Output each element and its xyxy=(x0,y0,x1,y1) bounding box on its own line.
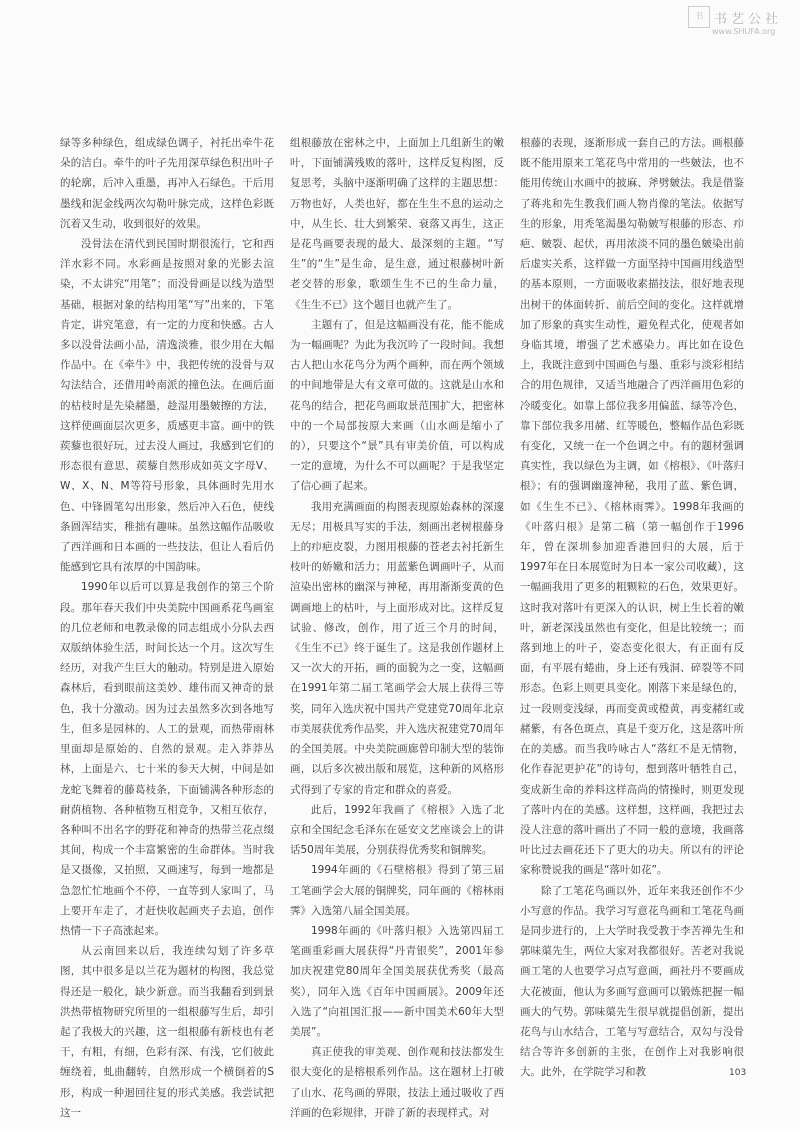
paragraph: 组根藤放在密林之中，上面加上几组新生的嫩叶，下面铺满残败的落叶，这样反复构图，反复思考，头脑中逐渐明确了这样的主题思想：万物也好，人类也好，都在生生不息的运动之中，从生长、壮大到繁荣、衰落又再生，这正是花鸟画要表现的最大、最深刻的主题。“写生”的“生”是生命，是生意，通过根藤树叶新老交替的形象，歌颂生生不已的生命力量，《生生不已》这个题目也就产生了。 xyxy=(290,137,504,311)
watermark-url: www.SHUFA.org xyxy=(712,27,776,36)
watermark-logo xyxy=(688,4,798,44)
paragraph: 1998年画的《叶落归根》入选第四届工笔画重彩画大展获得“丹青银奖”，2001年参加庆祝建党80周年全国美展获优秀奖（最高奖），同年入选《百年中国画展》。2009年还入选了“向祖国汇报——新中国美术60年大型美展”。 xyxy=(290,924,504,1038)
paragraph: 1990年以后可以算是我创作的第三个阶段。那年春天我们中央美院中国画系花鸟画室的几位老师和电教录像的同志组成小分队去西双版纳体验生活，时间长达一个月。这次写生经历，对我产生巨大的触动。特别是进入原始森林后，看到眼前这美妙、雄伟而又神奇的景色，我十分激动。因为过去虽然多次到各地写生，但多是园林的、人工的景观，而热带雨林里面却是原始的、自然的景观。走入莽莽丛林，上面是六、七十米的参天大树，中间是如龙蛇飞舞着的藤葛枝条，下面铺满各种形态的耐荫植物、各种植物互相竞争，又相互依存，各种叫不出名字的野花和神奇的热带兰花点缀其间，构成一个丰富繁密的生命群体。当时我是又摄像，又拍照，又画速写，每到一地都是急忽忙忙地画个不停，一直等到人家叫了，马上要开车走了，才赶快收起画夹子去追，创作热情一下子高涨起来。 xyxy=(60,581,274,937)
paragraph: 从云南回来以后，我连续勾划了许多草图，其中很多是以兰花为题材的构图，我总觉得还是一般化，缺少新意。而当我翻看到到景洪热带植物研究所里的一组根藤写生后，却引起了我极大的兴趣，这一组根藤有新枝也有老干，有粗，有细，色彩有深、有浅，它们彼此缠绕着，虬曲翻转，自然形成一个横倒着的S形，构成一种迴回往复的形式美感。我尝试把这一 xyxy=(60,945,274,1119)
paragraph: 主题有了，但是这幅画没有花，能不能成为一幅画呢？为此为我沉吟了一段时间。我想古人把山水花鸟分为两个画种，而在两个领域的中间地带是大有文章可做的。这就是山水和花鸟的结合，把花鸟画取景范围扩大，把密林中的一个局部按原大来画（山水画是缩小了的），只要这个“景”具有审美价值，可以构成一定的意境，为什么不可以画呢？于是我坚定了信心画了起来。 xyxy=(290,318,504,493)
text-column-middle xyxy=(290,133,504,1123)
text-column-right xyxy=(520,133,747,1083)
paragraph: 根藤的表现，逐渐形成一套自己的方法。画根藤既不能用原来工笔花鸟中常用的一些皴法，也不能用传统山水画中的披麻、斧劈皴法。我是借鉴了蒋兆和先生教我们画人物肖像的笔法。依据写生的形象，用秃笔渴墨勾勒皴写根藤的形态、疖疤、皴裂、起伏，再用浓淡不同的墨色皴染出前后虚实关系，这样做一方面坚持中国画用线造型的基本原则，一方面吸收素描技法，很好地表现出树干的体面转折、前后空间的变化。这样就增加了形象的真实生动性，避免程式化，使观者如身临其境，增强了艺术感染力。再比如在设色上，我既注意到中国画色与墨、重彩与淡彩相结合的用色规律，又适当地融合了西洋画用色彩的冷暖变化。如靠上部位我多用偏蓝、绿等冷色，靠下部位我多用赭、红等暖色，整幅作品色彩既有变化，又统一在一个色调之中。有的题材强调真实性，我以绿色为主调，如《榕根》、《叶落归根》；有的强调幽邃神秘，我用了蓝、紫色调，如《生生不已》、《榕林雨霁》。1998年我画的《叶落归根》是第二稿（第一幅创作于1996年，曾在深圳参加迎香港回归的大展，后于1997年在日本展览时为日本一家公司收藏），这一幅画我用了更多的粗颗粒的石色，效果更好。这时我对落叶有更深入的认识，树上生长着的嫩叶，新老深浅虽然也有变化，但是比较统一；而落到地上的叶子，姿态变化很大，有正面有反面，有平展有蜷曲，身上还有残洞、碎裂等不同形态。色彩上则更具变化。刚落下来是绿色的，过一段则变浅绿，再而变黄或橙黄，再变赭红或赭紫，有各色斑点，真是千变万化，这是落叶所在的美感。而当我吟咏古人“落红不是无情物，化作春泥更护花”的诗句，想到落叶牺牲自己，变成新生命的养料这样高尚的情操时，则更发现了落叶内在的美感。这样想，这样画，我把过去没人注意的落叶画出了不同一般的意境，我画落叶比过去画花还下了更大的功夫。所以有的评论家称赞说我的画是“落叶如花”。 xyxy=(520,137,744,877)
paragraph: 除了工笔花鸟画以外，近年来我还创作不少小写意的作品。我学习写意花鸟画和工笔花鸟画是同步进行的，上大学时我受教于李苦禅先生和郭味蕖先生，两位大家对我都很好。苦老对我说画工笔的人也要学习点写意画，画社丹不要画成大花被面，他认为多画写意画可以锻炼把握一幅画大的气势。郭味蕖先生很早就提倡创新，提出花鸟与山水结合，工笔与写意结合，双勾与没骨结合等许多创新的主张，在创作上对我影响很大。此外，在学院学习和教 xyxy=(520,884,744,1079)
page-number: 103 xyxy=(729,1068,747,1078)
paragraph: 此后，1992年我画了《榕根》入选了北京和全国纪念毛泽东在延安文艺座谈会上的讲话50周年美展，分别获得优秀奖和铜牌奖。 xyxy=(290,803,504,857)
paragraph: 我用充满画面的构图表现原始森林的深邃无尽；用极具写实的手法，刻画出老树根藤身上的疖疤皮裂，力图用根藤的苍老去衬托新生枝叶的娇嫩和活力；用蓝紫色调画叶子，从而渲染出密林的幽深与神秘，再用渐渐变黄的色调画地上的枯叶，与上面形成对比。这样反复试验、修改，创作，用了近三个月的时间，《生生不已》终于诞生了。这是我创作题材上又一次大的开拓，画的面貌为之一变，这幅画在1991年第二届工笔画学会大展上获得三等奖，同年入选庆祝中国共产党建党70周年北京市美展获优秀作品奖，并入选庆祝建党70周年的全国美展。中央美院画廊曾印制大型的装饰画，以后多次被出版和展览，这种新的风格形式得到了专家的肯定和群众的喜爱。 xyxy=(290,500,504,796)
paragraph: 真正使我的审美观、创作观和技法都发生很大变化的是榕根系列作品。这在题材上打破了山水、花鸟画的界限，技法上通过吸收了西洋画的色彩规律，开辟了新的表现样式。对 xyxy=(290,1046,504,1119)
text-column-left xyxy=(60,133,274,1123)
watermark-title: 书艺公社 xyxy=(714,12,783,27)
paragraph: 没骨法在清代到民国时期很流行，它和西洋水彩不同。水彩画是按照对象的光影去渲染，不太讲究“用笔”；而没骨画是以线为造型基础，根据对象的结构用笔“写”出来的，下笔肯定，讲究笔意，有一定的力度和快感。古人多以没骨法画小品，清逸淡雅，很少用在大幅作品中。在《牵牛》中，我把传统的没骨与双勾法结合，还借用岭南派的撞色法。在画后面的枯枝时是先染赭墨，趁湿用墨皴擦的方法，这样使画面层次更多，质感更丰富。画中的铁蒺藜也很好玩，过去没人画过，我感到它们的形态很有意思，蒺藜自然形成如英文字母V、W、X、N、M等符号形象，具体画时先用水色、中锋圆笔勾出形象，然后冲入石色，使线条圆浑结实，稚拙有趣味。虽然这幅作品吸收了西洋画和日本画的一些技法，但让人看后仍能感到它具有浓厚的中国韵味。 xyxy=(60,238,274,574)
paragraph: 1994年画的《石壁榕根》得到了第三届工笔画学会大展的铜牌奖，同年画的《榕林雨霁》入选第八届全国美展。 xyxy=(290,864,504,917)
paragraph: 绿等多种绿色，组成绿色调子，衬托出牵牛花朵的洁白。牵牛的叶子先用深草绿色积出叶子的轮廓，后冲入重墨，再冲入石绿色。干后用墨线和泥金线两次勾勒叶脉完成，这样色彩既沉着又生动，收到很好的效果。 xyxy=(60,137,274,230)
watermark-seal: 书 xyxy=(688,6,710,28)
